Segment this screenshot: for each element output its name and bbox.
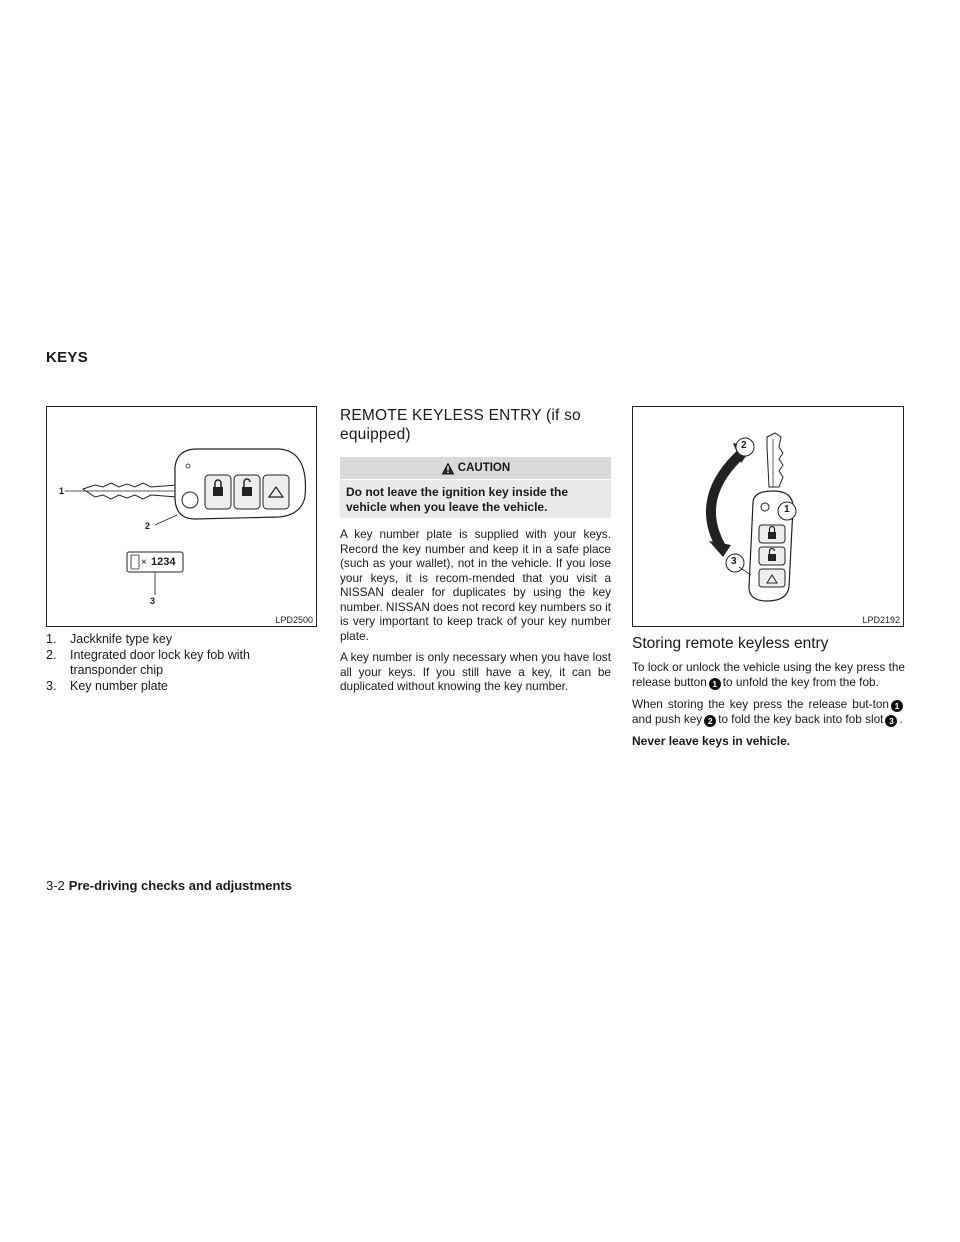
figure-jackknife-key [46, 406, 317, 627]
caption-text: Jackknife type key [70, 632, 173, 646]
caution-box [340, 457, 611, 518]
callout-number-icon: 1 [891, 700, 903, 712]
chapter-title: Pre-driving checks and adjustments [68, 878, 293, 893]
figure-caption-list [46, 632, 318, 694]
caption-number: 2. [46, 647, 57, 662]
page-number: 3-2 [46, 878, 65, 893]
caption-text: Integrated door lock key fob with transponder chip [70, 647, 250, 677]
paragraph [632, 660, 905, 690]
jackknife-key-illustration [47, 407, 318, 628]
paragraph: A key number plate is supplied with your keys. Record the key number and keep it in a safe place (such as your wallet), not in the vehicle. If you lose your keys, it is recom-mended that you visit a NISSAN dealer for duplicates by using the key number. NISSAN does not record key numbers so it is very important to keep track of your key number plate. [340, 527, 611, 643]
callout-1: 1 [784, 504, 790, 515]
warning-text: Never leave keys in vehicle. [632, 734, 791, 749]
warning-icon [441, 462, 455, 475]
figure-folding-key [632, 406, 904, 627]
figure-code: LPD2500 [275, 615, 313, 625]
text: to unfold the key from the fob. [722, 674, 879, 689]
text: to fold the key back into fob slot [718, 712, 884, 726]
section-heading: REMOTE KEYLESS ENTRY (if so equipped) [340, 407, 581, 443]
caution-label: CAUTION [457, 462, 511, 474]
paragraph: A key number is only necessary when you have lost all your keys. If you still have a key, it can be duplicated without knowing the key number. [340, 650, 611, 693]
text: and push key [632, 712, 703, 726]
remote-keyless-entry-section [340, 406, 611, 701]
caption-number: 1. [46, 632, 57, 646]
callout-number-icon: 1 [709, 678, 721, 690]
text: When storing the key press the release but-ton [632, 696, 889, 711]
callout-3: 3 [150, 596, 156, 606]
text: To lock or unlock the vehicle using the key press the release button [632, 660, 905, 689]
section-title: KEYS [46, 349, 89, 366]
page-footer [46, 878, 292, 893]
callout-1: 1 [59, 486, 65, 496]
callout-2: 2 [741, 440, 747, 451]
caption-text: Key number plate [70, 678, 168, 693]
folding-key-illustration [633, 407, 905, 628]
figure-code: LPD2192 [862, 615, 900, 625]
callout-number-icon: 3 [885, 715, 897, 727]
caption-item [46, 648, 318, 679]
caution-text: Do not leave the ignition key inside the vehicle when you leave the vehicle. [340, 480, 611, 518]
storing-section [632, 634, 905, 748]
subsection-heading: Storing remote keyless entry [632, 635, 829, 652]
caption-item [46, 632, 318, 648]
paragraph [632, 697, 905, 728]
caption-item [46, 679, 318, 695]
callout-3: 3 [731, 556, 737, 567]
callout-number-icon: 2 [704, 715, 716, 727]
callout-2: 2 [145, 521, 151, 531]
caution-header [340, 457, 611, 479]
plate-number: 1234 [151, 556, 176, 568]
text: . [899, 712, 903, 726]
caption-number: 3. [46, 678, 57, 693]
plate-mark: × [141, 557, 147, 568]
